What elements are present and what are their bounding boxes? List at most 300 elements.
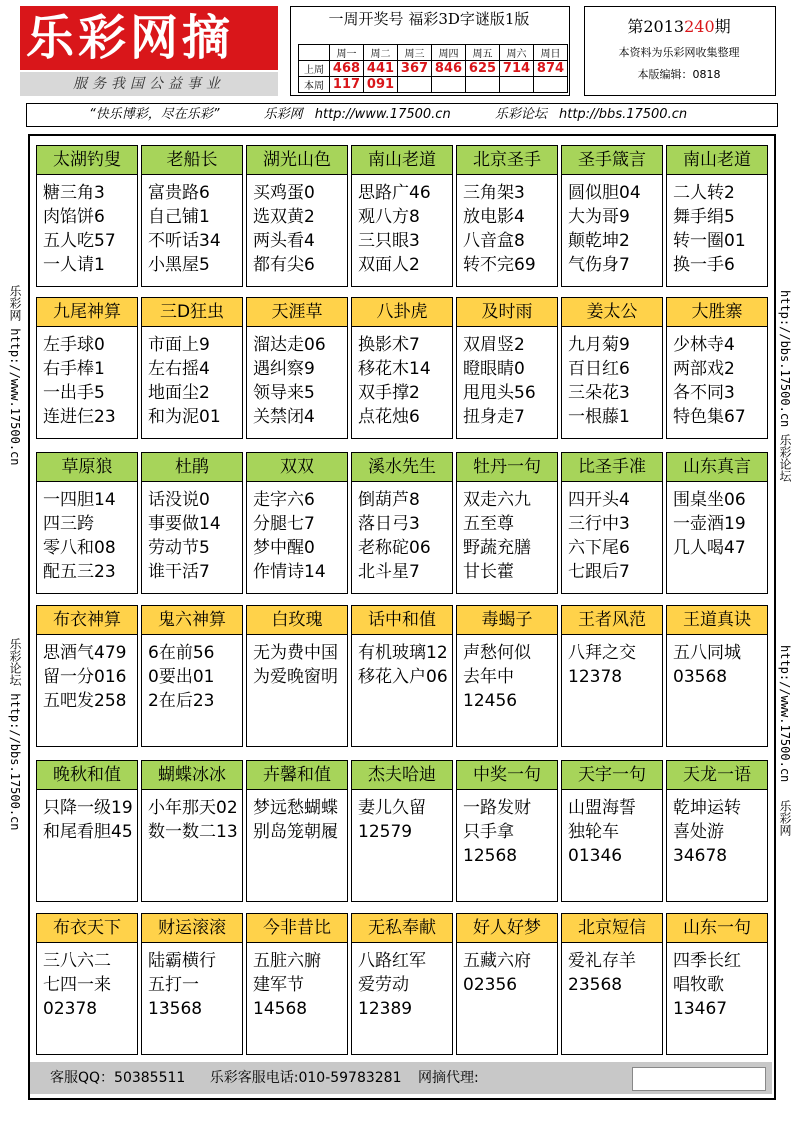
riddle-body (667, 943, 767, 1021)
riddle-line: 各不同3 (673, 383, 735, 403)
riddle-author: 姜太公 (562, 298, 662, 327)
riddle-body (352, 635, 452, 689)
riddle-cell (351, 913, 453, 1055)
riddle-line: 12579 (358, 822, 413, 842)
riddle-author: 老船长 (142, 146, 242, 175)
riddle-line: 三角架3 (463, 183, 525, 203)
riddle-cell (141, 297, 243, 439)
footer-phone: 乐彩客服电话:010-59783281 (209, 1070, 402, 1086)
riddle-author: 好人好梦 (457, 914, 557, 943)
riddle-cell (246, 452, 348, 594)
riddle-line: 12456 (463, 691, 518, 711)
riddle-line: 甩甩头56 (463, 383, 536, 403)
riddle-line: 配五三23 (43, 562, 116, 582)
riddle-line: 话没说0 (148, 490, 210, 510)
riddle-line: 小黑屋5 (148, 255, 210, 275)
riddle-cell (456, 297, 558, 439)
riddle-body (142, 790, 242, 844)
side-text-right-mid: 乐彩论坛 (778, 434, 792, 482)
riddle-author: 八卦虎 (352, 298, 452, 327)
logo: 乐彩网摘 (26, 10, 235, 66)
riddle-body (37, 943, 137, 1021)
side-text-left-top: 乐彩网 http://www.17500.cn (8, 285, 22, 466)
riddle-line: 五至尊 (463, 514, 514, 534)
riddle-author: 比圣手准 (562, 453, 662, 482)
riddle-cell (351, 605, 453, 747)
day-label: 周三 (398, 45, 432, 61)
riddle-body (667, 790, 767, 868)
riddle-line: 北斗星7 (358, 562, 420, 582)
riddle-author: 天龙一语 (667, 761, 767, 790)
riddle-body (352, 482, 452, 584)
riddle-body (142, 482, 242, 584)
riddle-author: 杜鹃 (142, 453, 242, 482)
riddle-line: 唱牧歌 (673, 975, 724, 995)
riddle-line: 肉馅饼6 (43, 207, 105, 227)
riddle-line: 领导来5 (253, 383, 315, 403)
riddle-author: 王道真诀 (667, 606, 767, 635)
riddle-author: 北京圣手 (457, 146, 557, 175)
riddle-line: 爱礼存羊 (568, 951, 636, 971)
riddle-line: 关禁闭4 (253, 407, 315, 427)
draw-number: 117 (330, 77, 364, 93)
riddle-body (457, 175, 557, 277)
riddle-line: 陆霸横行 (148, 951, 216, 971)
riddle-cell (246, 145, 348, 287)
riddle-author: 山东一句 (667, 914, 767, 943)
riddle-body (562, 790, 662, 868)
riddle-author: 湖光山色 (247, 146, 347, 175)
riddle-author: 无私奉献 (352, 914, 452, 943)
riddle-line: 三八六二 (43, 951, 111, 971)
riddle-line: 七跟后7 (568, 562, 630, 582)
riddle-line: 地面尘2 (148, 383, 210, 403)
riddle-line: 14568 (253, 999, 308, 1019)
riddle-line: 左手球0 (43, 335, 105, 355)
riddle-author: 布衣天下 (37, 914, 137, 943)
draw-number: 874 (534, 61, 568, 77)
riddle-line: 12378 (568, 667, 623, 687)
riddle-line: 12568 (463, 846, 518, 866)
riddle-line: 双面人2 (358, 255, 420, 275)
riddle-author: 南山老道 (667, 146, 767, 175)
riddle-line: 梦中醒0 (253, 538, 315, 558)
riddle-line: 扭身走7 (463, 407, 525, 427)
draw-number: 468 (330, 61, 364, 77)
last-week-label: 上周 (299, 61, 330, 77)
riddle-line: 梦远愁蝴蝶 (253, 798, 338, 818)
riddle-body (562, 635, 662, 689)
riddle-body (562, 175, 662, 277)
riddle-line: 三朵花3 (568, 383, 630, 403)
riddle-line: 声愁何似 (463, 643, 531, 663)
issue-editor: 本版编辑：0818 (637, 68, 721, 81)
riddle-line: 买鸡蛋0 (253, 183, 315, 203)
riddle-line: 2在后23 (148, 691, 215, 711)
riddle-author: 溪水先生 (352, 453, 452, 482)
riddle-cell (141, 605, 243, 747)
riddle-body (457, 482, 557, 584)
riddle-line: 零八和08 (43, 538, 116, 558)
side-text-right-bottom: 乐彩网 (778, 800, 792, 836)
riddle-cell (36, 297, 138, 439)
banner-forum-url[interactable]: http://bbs.17500.cn (558, 107, 688, 122)
riddle-line: 23568 (568, 975, 623, 995)
riddle-line: 舞手绢5 (673, 207, 735, 227)
riddle-body (352, 943, 452, 1021)
draw-number: 846 (432, 61, 466, 77)
riddle-line: 九月菊9 (568, 335, 630, 355)
riddle-line: 野蔬充膳 (463, 538, 531, 558)
riddle-author: 三D狂虫 (142, 298, 242, 327)
riddle-cell (36, 760, 138, 902)
riddle-line: 五吧发258 (43, 691, 127, 711)
riddle-body (457, 635, 557, 713)
banner-site-name: 乐彩网 (263, 107, 303, 122)
footer-agent: 网摘代理: (417, 1070, 479, 1086)
riddle-author: 天宇一句 (562, 761, 662, 790)
riddle-cell (561, 145, 663, 287)
riddle-line: 山盟海誓 (568, 798, 636, 818)
riddle-author: 白玫瑰 (247, 606, 347, 635)
riddle-line: 瞪眼睛0 (463, 359, 525, 379)
riddle-line: 四三跨 (43, 514, 94, 534)
riddle-line: 只降一级19 (43, 798, 133, 818)
riddle-author: 南山老道 (352, 146, 452, 175)
riddle-line: 转不完69 (463, 255, 536, 275)
draw-number (534, 77, 568, 93)
riddle-author: 王者风范 (562, 606, 662, 635)
riddle-body (352, 327, 452, 429)
riddle-line: 五人吃57 (43, 231, 116, 251)
riddle-body (562, 327, 662, 429)
footer-qq: 客服QQ：50385511 (50, 1070, 186, 1086)
riddle-line: 围桌坐06 (673, 490, 746, 510)
riddle-line: 别岛笼朝履 (253, 822, 338, 842)
riddle-line: 13467 (673, 999, 728, 1019)
riddle-cell (561, 605, 663, 747)
riddle-cell (666, 452, 768, 594)
riddle-line: 少林寺4 (673, 335, 735, 355)
riddle-line: 遇纠察9 (253, 359, 315, 379)
riddle-line: 乾坤运转 (673, 798, 741, 818)
riddle-author: 山东真言 (667, 453, 767, 482)
riddle-author: 大胜寨 (667, 298, 767, 327)
riddle-line: 03568 (673, 667, 728, 687)
riddle-body (37, 790, 137, 844)
riddle-cell (36, 605, 138, 747)
riddle-cell (246, 913, 348, 1055)
draw-number: 625 (466, 61, 500, 77)
riddle-line: 无为费中国 (253, 643, 338, 663)
riddle-body (562, 482, 662, 584)
side-text-right-top: http://bbs.17500.cn (778, 290, 792, 428)
riddle-author: 圣手箴言 (562, 146, 662, 175)
riddle-line: 只手拿 (463, 822, 514, 842)
draw-number: 441 (364, 61, 398, 77)
riddle-body (667, 482, 767, 560)
riddle-body (352, 175, 452, 277)
riddle-line: 和为泥01 (148, 407, 221, 427)
riddle-line: 自己铺1 (148, 207, 210, 227)
riddle-body (247, 327, 347, 429)
draw-number (500, 77, 534, 93)
riddle-line: 34678 (673, 846, 728, 866)
riddle-cell (351, 760, 453, 902)
riddle-author: 中奖一句 (457, 761, 557, 790)
riddle-author: 牡丹一句 (457, 453, 557, 482)
riddle-line: 去年中 (463, 667, 514, 687)
riddle-cell (246, 297, 348, 439)
riddle-line: 气伤身7 (568, 255, 630, 275)
riddle-body (667, 175, 767, 277)
riddle-line: 颠乾坤2 (568, 231, 630, 251)
riddle-line: 留一分016 (43, 667, 127, 687)
last-week-row (299, 61, 568, 77)
riddle-cell (666, 913, 768, 1055)
day-label: 周二 (364, 45, 398, 61)
riddle-line: 特色集67 (673, 407, 746, 427)
riddle-cell (246, 760, 348, 902)
riddle-line: 左右摇4 (148, 359, 210, 379)
draw-number: 367 (398, 61, 432, 77)
riddle-line: 放电影4 (463, 207, 525, 227)
riddle-line: 转一圈01 (673, 231, 746, 251)
riddle-line: 八路红军 (358, 951, 426, 971)
riddle-body (142, 635, 242, 713)
this-week-row (299, 77, 568, 93)
riddle-cell (141, 145, 243, 287)
riddle-line: 6在前56 (148, 643, 215, 663)
riddle-line: 02356 (463, 975, 518, 995)
riddle-body (142, 943, 242, 1021)
riddle-cell (36, 913, 138, 1055)
riddle-cell (456, 760, 558, 902)
riddle-cell (456, 145, 558, 287)
riddle-line: 一根藤1 (568, 407, 630, 427)
riddle-author: 财运滚滚 (142, 914, 242, 943)
riddle-line: 五打一 (148, 975, 199, 995)
riddle-author: 北京短信 (562, 914, 662, 943)
riddle-line: 观八方8 (358, 207, 420, 227)
corner-cell (299, 45, 330, 61)
slogan: 服务我国公益事业 (20, 72, 278, 96)
day-label: 周一 (330, 45, 364, 61)
riddle-line: 倒葫芦8 (358, 490, 420, 510)
riddle-body (457, 943, 557, 997)
riddle-line: 三行中3 (568, 514, 630, 534)
riddle-cell (666, 605, 768, 747)
draw-number (466, 77, 500, 93)
riddle-line: 为爱晚窗明 (253, 667, 338, 687)
riddle-author: 天涯草 (247, 298, 347, 327)
riddle-line: 换一手6 (673, 255, 735, 275)
day-label: 周四 (432, 45, 466, 61)
riddle-line: 移花木14 (358, 359, 431, 379)
riddle-line: 连进仨23 (43, 407, 116, 427)
riddle-line: 四开头4 (568, 490, 630, 510)
banner-site-url[interactable]: http://www.17500.cn (314, 107, 451, 122)
riddle-line: 分腿七7 (253, 514, 315, 534)
riddle-line: 独轮车 (568, 822, 619, 842)
riddle-line: 三只眼3 (358, 231, 420, 251)
riddle-line: 数一数二13 (148, 822, 238, 842)
riddle-line: 四季长红 (673, 951, 741, 971)
riddle-cell (666, 297, 768, 439)
riddle-line: 一出手5 (43, 383, 105, 403)
riddle-line: 小年那天02 (148, 798, 238, 818)
banner (26, 103, 778, 127)
riddle-line: 不听话34 (148, 231, 221, 251)
riddle-body (352, 790, 452, 844)
riddle-line: 甘长藿 (463, 562, 514, 582)
side-text-right-url: http://www.17500.cn (778, 645, 792, 783)
riddle-line: 右手棒1 (43, 359, 105, 379)
riddle-body (37, 327, 137, 429)
riddle-line: 有机玻璃12 (358, 643, 448, 663)
riddle-line: 五八同城 (673, 643, 741, 663)
riddle-body (247, 790, 347, 844)
issue-number (584, 14, 774, 37)
riddle-body (142, 175, 242, 277)
riddle-line: 两头看4 (253, 231, 315, 251)
riddle-line: 落日弓3 (358, 514, 420, 534)
draw-number: 714 (500, 61, 534, 77)
draw-table (298, 44, 568, 93)
day-label: 周五 (466, 45, 500, 61)
agent-box (632, 1067, 766, 1091)
riddle-line: 圆似胆04 (568, 183, 641, 203)
riddle-cell (351, 297, 453, 439)
riddle-cell (456, 452, 558, 594)
riddle-line: 双手撑2 (358, 383, 420, 403)
riddle-author: 卉馨和值 (247, 761, 347, 790)
riddle-line: 老称砣06 (358, 538, 431, 558)
riddle-line: 大为哥9 (568, 207, 630, 227)
riddle-body (247, 175, 347, 277)
riddle-line: 一壶酒19 (673, 514, 746, 534)
riddle-cell (561, 760, 663, 902)
riddle-line: 糖三角3 (43, 183, 105, 203)
riddle-cell (561, 913, 663, 1055)
riddle-line: 双眉竖2 (463, 335, 525, 355)
riddle-body (667, 327, 767, 429)
issue-number-value: 240 (684, 17, 715, 36)
riddle-line: 建军节 (253, 975, 304, 995)
riddle-line: 八音盒8 (463, 231, 525, 251)
riddle-author: 晚秋和值 (37, 761, 137, 790)
riddle-body (247, 635, 347, 689)
riddle-cell (456, 913, 558, 1055)
issue-prefix: 第2013 (627, 17, 685, 36)
riddle-line: 思酒气479 (43, 643, 127, 663)
riddle-author: 鬼六神算 (142, 606, 242, 635)
riddle-line: 事要做14 (148, 514, 221, 534)
riddle-cell (141, 452, 243, 594)
riddle-line: 和尾看胆45 (43, 822, 133, 842)
issue-suffix: 期 (714, 17, 731, 36)
riddle-body (247, 943, 347, 1021)
riddle-line: 一路发财 (463, 798, 531, 818)
riddle-body (142, 327, 242, 429)
riddle-body (457, 790, 557, 868)
riddle-cell (36, 145, 138, 287)
riddle-body (37, 635, 137, 713)
draw-days-row (299, 45, 568, 61)
riddle-author: 及时雨 (457, 298, 557, 327)
riddle-cell (246, 605, 348, 747)
issue-note: 本资料为乐彩网收集整理 (618, 46, 740, 59)
riddle-line: 妻儿久留 (358, 798, 426, 818)
riddle-line: 思路广46 (358, 183, 431, 203)
riddle-body (37, 482, 137, 584)
riddle-body (667, 635, 767, 689)
draw-number (432, 77, 466, 93)
riddle-cell (666, 145, 768, 287)
riddle-author: 九尾神算 (37, 298, 137, 327)
riddle-body (457, 327, 557, 429)
riddle-author: 蝴蝶冰冰 (142, 761, 242, 790)
riddle-line: 13568 (148, 999, 203, 1019)
riddle-line: 二人转2 (673, 183, 735, 203)
banner-forum-name: 乐彩论坛 (494, 107, 547, 122)
riddle-cell (141, 913, 243, 1055)
riddle-line: 富贵路6 (148, 183, 210, 203)
riddle-line: 谁干活7 (148, 562, 210, 582)
draw-title: 一周开奖号 福彩3D字谜版1版 (328, 10, 530, 28)
riddle-author: 布衣神算 (37, 606, 137, 635)
riddle-author: 太湖钓叟 (37, 146, 137, 175)
riddle-author: 今非昔比 (247, 914, 347, 943)
riddle-line: 劳动节5 (148, 538, 210, 558)
riddle-line: 01346 (568, 846, 623, 866)
riddle-cell (351, 452, 453, 594)
draw-number (398, 77, 432, 93)
day-label: 周六 (500, 45, 534, 61)
riddle-line: 喜处游 (673, 822, 724, 842)
riddle-line: 点花烛6 (358, 407, 420, 427)
riddle-author: 草原狼 (37, 453, 137, 482)
riddle-line: 双走六九 (463, 490, 531, 510)
banner-quote: “快乐博彩，尽在乐彩” (89, 107, 220, 122)
riddle-line: 移花入户06 (358, 667, 448, 687)
riddle-cell (666, 760, 768, 902)
riddle-line: 六下尾6 (568, 538, 630, 558)
riddle-cell (351, 145, 453, 287)
riddle-author: 毒蝎子 (457, 606, 557, 635)
riddle-line: 换影术7 (358, 335, 420, 355)
day-label: 周日 (534, 45, 568, 61)
riddle-author: 杰夫哈迪 (352, 761, 452, 790)
riddle-line: 八拜之交 (568, 643, 636, 663)
riddle-body (247, 482, 347, 584)
riddle-line: 02378 (43, 999, 98, 1019)
riddle-line: 作情诗14 (253, 562, 326, 582)
side-text-left-bottom: 乐彩论坛 http://bbs.17500.cn (8, 638, 22, 831)
riddle-body (37, 175, 137, 277)
riddle-line: 一人请1 (43, 255, 105, 275)
riddle-line: 百日红6 (568, 359, 630, 379)
riddle-line: 七四一来 (43, 975, 111, 995)
riddle-cell (456, 605, 558, 747)
riddle-cell (561, 297, 663, 439)
riddle-line: 选双黄2 (253, 207, 315, 227)
draw-number: 091 (364, 77, 398, 93)
riddle-line: 两部戏2 (673, 359, 735, 379)
riddle-body (562, 943, 662, 997)
riddle-line: 几人喝47 (673, 538, 746, 558)
riddle-line: 市面上9 (148, 335, 210, 355)
